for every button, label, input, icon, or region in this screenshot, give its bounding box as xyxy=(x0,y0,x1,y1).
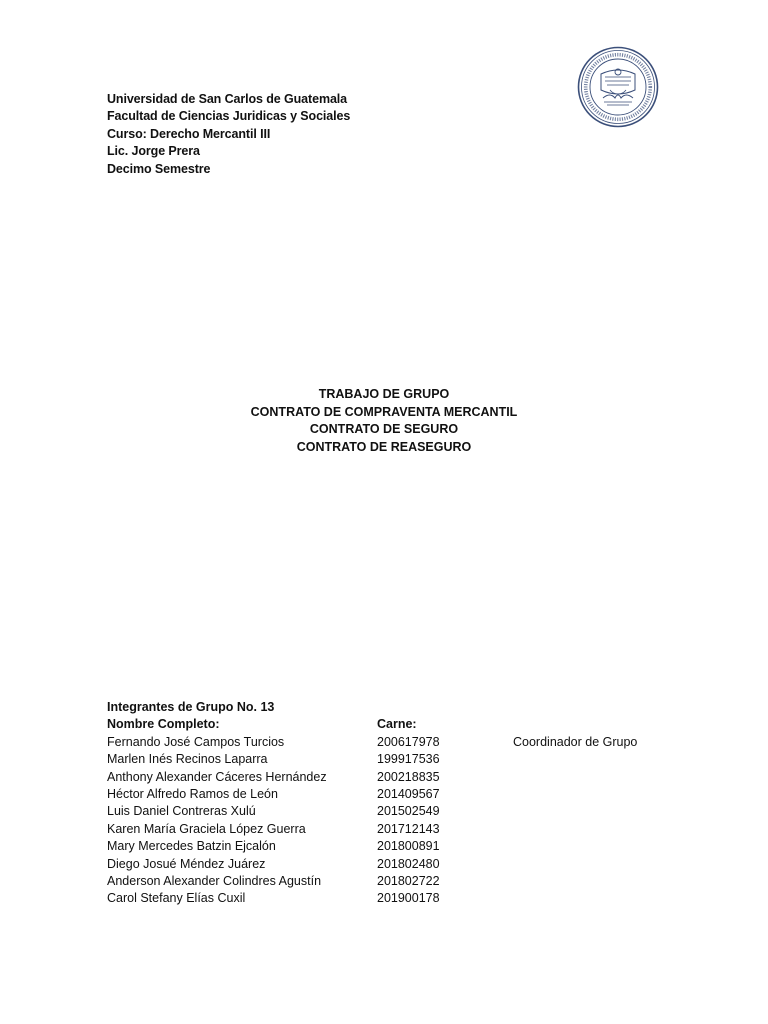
member-name: Anderson Alexander Colindres Agustín xyxy=(107,873,322,888)
member-row xyxy=(107,734,638,751)
title-line: CONTRATO DE SEGURO xyxy=(309,422,459,437)
member-row xyxy=(107,856,440,873)
member-row xyxy=(107,803,440,820)
member-carne: 199917536 xyxy=(377,752,440,767)
member-role: Coordinador de Grupo xyxy=(513,734,638,749)
member-row xyxy=(107,769,440,786)
member-name: Diego Josué Méndez Juárez xyxy=(107,856,266,871)
members-header-row xyxy=(107,716,417,733)
member-carne: 201502549 xyxy=(377,804,440,819)
document-title xyxy=(0,386,768,456)
title-line: TRABAJO DE GRUPO xyxy=(318,387,450,401)
member-carne: 201900178 xyxy=(377,891,440,906)
member-row xyxy=(107,838,440,855)
member-carne: 201802722 xyxy=(377,873,440,888)
members-section xyxy=(107,699,638,908)
member-name: Carol Stefany Elías Cuxil xyxy=(107,891,246,906)
member-name: Héctor Alfredo Ramos de León xyxy=(107,786,278,801)
member-carne: 201409567 xyxy=(377,786,440,801)
member-carne: 200218835 xyxy=(377,769,440,784)
member-name: Anthony Alexander Cáceres Hernández xyxy=(107,769,327,784)
member-carne: 200617978 xyxy=(377,734,440,749)
header-block xyxy=(107,91,350,178)
member-row xyxy=(107,786,440,803)
column-header-name: Nombre Completo: xyxy=(107,717,220,732)
column-header-carne: Carne: xyxy=(377,717,417,732)
member-row xyxy=(107,751,440,768)
member-name: Marlen Inés Recinos Laparra xyxy=(107,752,268,767)
faculty-name: Facultad de Ciencias Juridicas y Sociales xyxy=(107,109,351,124)
member-carne: 201802480 xyxy=(377,856,440,871)
group-title: Integrantes de Grupo No. 13 xyxy=(107,700,275,714)
member-row xyxy=(107,890,440,907)
course-name: Curso: Derecho Mercantil III xyxy=(107,126,271,141)
member-name: Luis Daniel Contreras Xulú xyxy=(107,804,256,819)
member-row xyxy=(107,821,440,838)
member-name: Karen María Graciela López Guerra xyxy=(107,821,306,836)
member-carne: 201800891 xyxy=(377,839,440,854)
member-name: Mary Mercedes Batzin Ejcalón xyxy=(107,839,276,854)
university-seal-icon xyxy=(577,46,659,128)
member-carne: 201712143 xyxy=(377,821,440,836)
member-name: Fernando José Campos Turcios xyxy=(107,734,285,749)
title-line: CONTRATO DE REASEGURO xyxy=(296,439,472,454)
semester: Decimo Semestre xyxy=(107,161,211,176)
instructor-name: Lic. Jorge Prera xyxy=(107,144,200,159)
title-line: CONTRATO DE COMPRAVENTA MERCANTIL xyxy=(250,404,518,419)
member-row xyxy=(107,873,440,890)
university-name: Universidad de San Carlos de Guatemala xyxy=(107,92,348,106)
